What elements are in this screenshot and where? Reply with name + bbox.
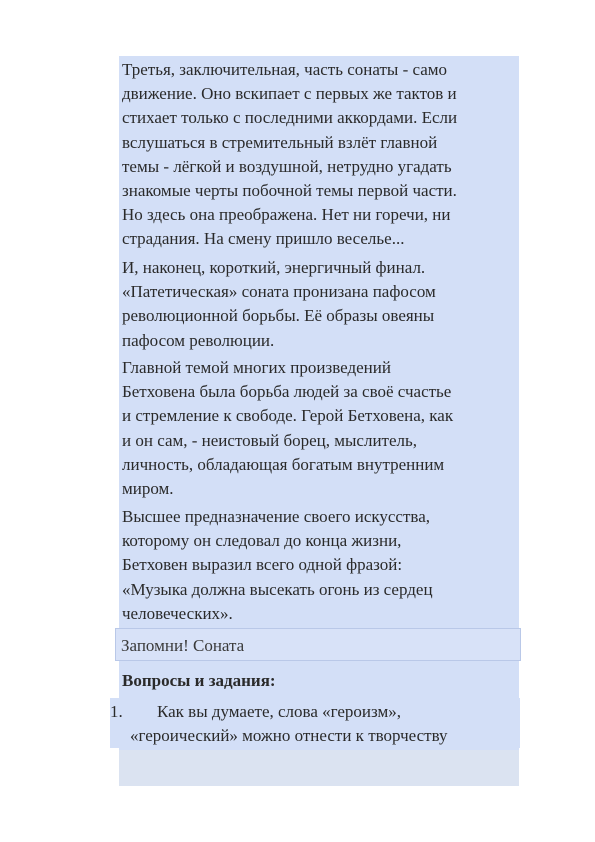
question-number: 1. bbox=[110, 702, 123, 721]
text-line: Бетховена была борьба людей за своё счастье bbox=[122, 382, 452, 402]
text-line: стихает только с последними аккордами. Если bbox=[122, 108, 458, 128]
question-text-line: Как вы думаете, слова «героизм», bbox=[157, 702, 402, 721]
text-line: «Музыка должна высекать огонь из сердец bbox=[122, 579, 433, 599]
text-line: революционной борьбы. Её образы овеяны bbox=[122, 306, 435, 326]
text-line: движение. Оно вскипает с первых же тактов и bbox=[122, 84, 457, 104]
text-line: и он сам, - неистовый борец, мыслитель, bbox=[122, 430, 418, 450]
paragraph-finale-movement bbox=[122, 58, 518, 252]
text-line: И, наконец, короткий, энергичный финал. bbox=[122, 258, 426, 277]
questions-heading: Вопросы и задания: bbox=[122, 671, 276, 690]
text-line: человеческих». bbox=[122, 603, 233, 623]
text-highlight-bottom bbox=[119, 750, 519, 786]
paragraph-main-theme bbox=[122, 356, 518, 501]
text-line: которому он следовал до конца жизни, bbox=[122, 531, 402, 551]
remember-note-box bbox=[115, 628, 521, 661]
text-line: «Патетическая» соната пронизана пафосом bbox=[122, 282, 436, 302]
text-line: темы - лёгкой и воздушной, нетрудно угадать bbox=[122, 156, 452, 176]
text-line: миром. bbox=[122, 479, 174, 499]
question-text-line: «героический» можно отнести к творчеству bbox=[130, 726, 448, 745]
text-line: страдания. На смену пришло веселье... bbox=[122, 229, 405, 249]
text-line: Но здесь она преображена. Нет ни горечи, ни bbox=[122, 205, 451, 225]
text-line: Главной темой многих произведений bbox=[122, 358, 391, 377]
text-line: пафосом революции. bbox=[122, 330, 275, 350]
text-line: Высшее предназначение своего искусства, bbox=[122, 507, 431, 526]
paragraph-final bbox=[122, 256, 518, 353]
text-line: вслушаться в стремительный взлёт главной bbox=[122, 132, 438, 152]
text-line: личность, обладающая богатым внутренним bbox=[122, 454, 445, 474]
text-line: знакомые черты побочной темы первой части. bbox=[122, 181, 457, 201]
text-line: Бетховен выразил всего одной фразой: bbox=[122, 555, 403, 575]
text-line: Третья, заключительная, часть сонаты - само bbox=[122, 60, 448, 79]
text-line: и стремление к свободе. Герой Бетховена, как bbox=[122, 406, 454, 426]
paragraph-purpose bbox=[122, 505, 518, 626]
remember-note-text: Запомни! Соната bbox=[121, 636, 245, 655]
